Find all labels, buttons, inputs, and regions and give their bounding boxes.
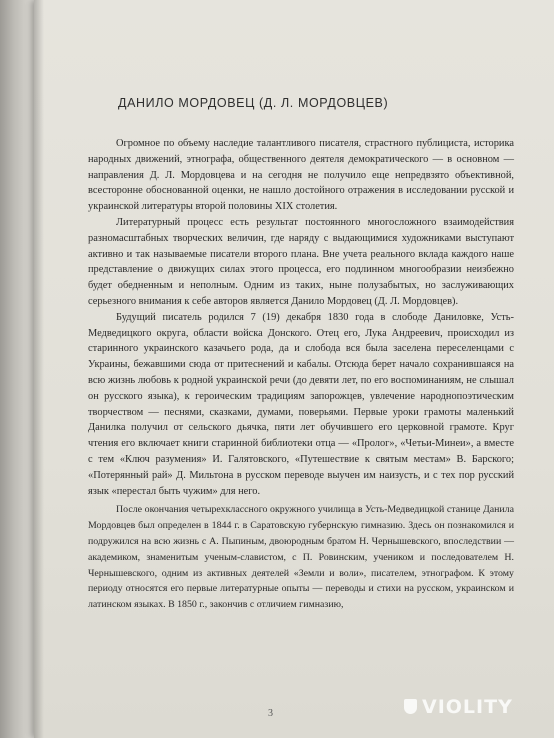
watermark-shield-icon [404, 699, 417, 714]
paragraph-4: После окончания четырехклассного окружного училища в Усть-Медведицкой станице Данила Мордовцев был определен в 1844 г. в Саратовскую губернскую гимназию. Здесь он познакомился и подружился на всю жизнь с А. Пыпиным, двоюродным братом Н. Чернышевского, впоследствии — академиком, знаменитым ученым-славистом, с П. Ровинским, учеником и последователем Н. Чернышевского, одним из активных деятелей «Земли и воли», писателем, этнографом. К этому периоду относятся его первые литературные опыты — переводы и стихи на русском, украинском и латинском языках. В 1850 г., закончив с отличием гимназию, [88, 504, 514, 611]
watermark-text: VIOLITY [422, 696, 513, 718]
paragraph-2: Литературный процесс есть результат постоянного многосложного взаимодействия разномасштабных творческих величин, где наряду с выдающимися художниками выступают активно и так называемые писатели второго плана. Вне учета реального вклада каждого наше представление о движущих силах этого процесса, его подлинном многообразии неизбежно будет обедненным и неполным. Одним из таких, ныне полузабытых, но заслуживающих серьезного внимания к себе авторов является Данило Мордовец (Д. Л. Мордовцев). [88, 216, 514, 307]
paragraph-3: Будущий писатель родился 7 (19) декабря 1830 года в слободе Даниловке, Усть-Медведицкого округа, области войска Донского. Отец его, Лука Андреевич, происходил из старинного украинского казачьего рода, да и слобода вся была заселена переселенцами с Украины, бежавшими сюда от притеснений и кабалы. Отсюда берет начало сохранившаяся на всю жизнь любовь к родной украинской речи (до девяти лет, по его воспоминаниям, не слышал он русского языка), к героическим традициям запорожцев, увлечение народнопоэтическим творчеством — песнями, сказками, думами, поверьями. Первые уроки грамоты маленький Данилка получил от сельского дьячка, пяти лет обучившего его церковной грамоте. Круг чтения его включает книги старинной библиотеки отца — «Пролог», «Четьи-Минеи», а вместе с тем «Ключ разумения» И. Галятовского, «Путешествие к святым местам» В. Барского; «Потерянный рай» Д. Мильтона в русском переводе выучен им наизусть, и с тех пор русский язык «перестал быть чужим» для него. [88, 311, 514, 497]
page-title: ДАНИЛО МОРДОВЕЦ (Д. Л. МОРДОВЦЕВ) [118, 96, 389, 110]
page-number: 3 [268, 708, 273, 719]
watermark [404, 696, 513, 718]
page-gutter-shadow [34, 0, 44, 738]
body-text [88, 136, 514, 613]
paragraph-1: Огромное по объему наследие талантливого писателя, страстного публициста, историка народных движений, этнографа, общественного деятеля демократического — в основном — направления Д. Л. Мордовцева и на сегодня не получило еще непредвзято объективной, всесторонне обоснованной оценки, не нашло достойного отражения в исследовании русской и украинской литературы второй половины XIX столетия. [88, 138, 514, 213]
